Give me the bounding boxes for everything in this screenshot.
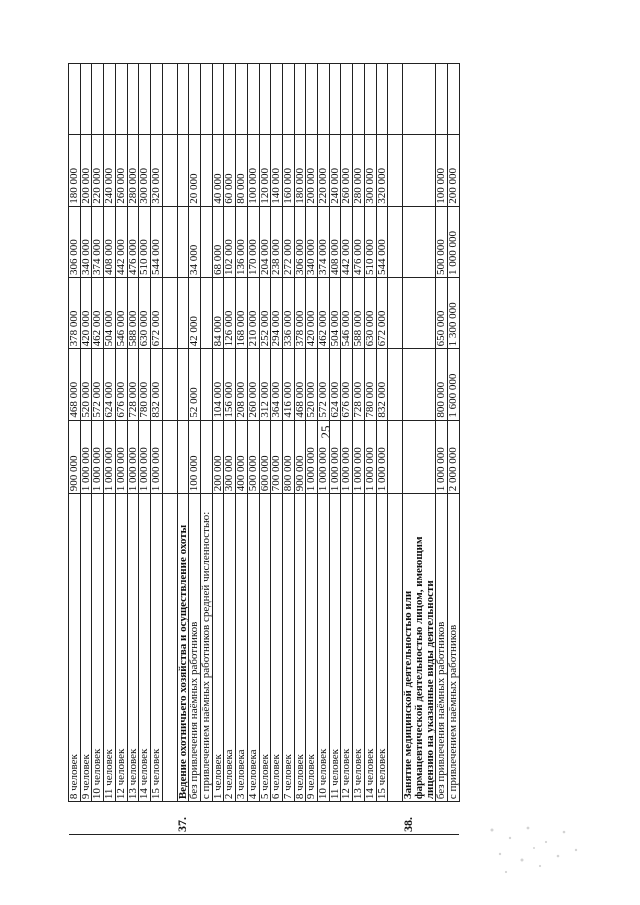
value-cell: 294 000	[271, 278, 283, 349]
tax-rate-table	[68, 63, 460, 835]
empty-cell	[329, 64, 341, 135]
value-cell: 1 000 000	[104, 420, 116, 494]
value-cell: 364 000	[271, 349, 283, 420]
empty-cell	[236, 64, 248, 135]
value-cell: 672 000	[376, 278, 388, 349]
value-cell: 306 000	[69, 206, 81, 277]
value-cell: 168 000	[236, 278, 248, 349]
spacer-row	[162, 64, 177, 835]
row-label: 13 человек	[127, 494, 139, 802]
empty-cell	[388, 206, 403, 277]
value-cell: 306 000	[294, 206, 306, 277]
row-label: 14 человек	[139, 494, 151, 802]
empty-cell	[201, 135, 213, 206]
table-row	[448, 64, 460, 835]
value-cell: 832 000	[150, 349, 162, 420]
empty-cell	[341, 64, 353, 135]
subheader-row	[201, 64, 213, 835]
value-cell: 728 000	[127, 349, 139, 420]
row-label: 2 человека	[224, 494, 236, 802]
value-cell: 832 000	[376, 349, 388, 420]
row-number-cell	[80, 802, 92, 835]
row-label: 11 человек	[104, 494, 116, 802]
value-cell: 52 000	[189, 349, 201, 420]
value-cell: 442 000	[115, 206, 127, 277]
section-37-header	[177, 64, 189, 835]
row-number-cell	[139, 802, 151, 835]
empty-cell	[388, 278, 403, 349]
empty-cell	[92, 64, 104, 135]
table-row	[353, 64, 365, 835]
empty-cell	[403, 278, 436, 349]
row-label: 3 человека	[236, 494, 248, 802]
value-cell: 120 000	[259, 135, 271, 206]
value-cell: 476 000	[127, 206, 139, 277]
value-cell: 260 000	[341, 135, 353, 206]
value-cell: 126 000	[224, 278, 236, 349]
empty-cell	[69, 64, 81, 135]
empty-cell	[224, 64, 236, 135]
empty-cell	[364, 64, 376, 135]
value-cell: 510 000	[364, 206, 376, 277]
table-row	[294, 64, 306, 835]
row-label: 8 человек	[294, 494, 306, 802]
value-cell: 210 000	[247, 278, 259, 349]
value-cell: 200 000	[80, 135, 92, 206]
row-label: без привлечения наёмных работников	[436, 494, 448, 802]
value-cell: 252 000	[259, 278, 271, 349]
value-cell: 800 000	[436, 349, 448, 420]
value-cell: 588 000	[127, 278, 139, 349]
value-cell: 312 000	[259, 349, 271, 420]
value-cell: 676 000	[341, 349, 353, 420]
value-cell: 378 000	[294, 278, 306, 349]
empty-cell	[403, 206, 436, 277]
row-number-cell	[115, 802, 127, 835]
value-cell: 600 000	[259, 420, 271, 494]
table-row	[318, 64, 330, 835]
value-cell: 442 000	[341, 206, 353, 277]
table-row	[282, 64, 294, 835]
empty-cell	[388, 420, 403, 494]
row-number-cell	[364, 802, 376, 835]
empty-cell	[212, 64, 224, 135]
value-cell: 630 000	[139, 278, 151, 349]
value-cell: 476 000	[353, 206, 365, 277]
value-cell: 1 000 000	[306, 420, 318, 494]
value-cell: 504 000	[104, 278, 116, 349]
value-cell: 160 000	[282, 135, 294, 206]
empty-cell	[388, 494, 403, 802]
value-cell: 1 000 000	[353, 420, 365, 494]
value-cell: 104 000	[212, 349, 224, 420]
value-cell: 34 000	[189, 206, 201, 277]
empty-cell	[388, 135, 403, 206]
value-cell: 200 000	[306, 135, 318, 206]
value-cell: 238 000	[271, 206, 283, 277]
empty-cell	[247, 64, 259, 135]
value-cell: 42 000	[189, 278, 201, 349]
row-number-cell	[259, 802, 271, 835]
value-cell: 1 000 000	[127, 420, 139, 494]
value-cell: 624 000	[104, 349, 116, 420]
table-row	[436, 64, 448, 835]
value-cell: 240 000	[104, 135, 116, 206]
value-cell: 1 300 000	[448, 278, 460, 349]
value-cell: 420 000	[80, 278, 92, 349]
row-label: 13 человек	[353, 494, 365, 802]
table-row	[212, 64, 224, 835]
value-cell: 374 000	[318, 206, 330, 277]
row-number-cell	[189, 802, 201, 835]
row-number-cell	[150, 802, 162, 835]
row-number-cell	[294, 802, 306, 835]
empty-cell	[376, 64, 388, 135]
row-label: с привлечением наёмных работников	[448, 494, 460, 802]
value-cell: 520 000	[306, 349, 318, 420]
empty-cell	[162, 420, 177, 494]
table-row	[189, 64, 201, 835]
value-cell: 260 000	[247, 349, 259, 420]
row-label: 4 человека	[247, 494, 259, 802]
section-number: 38.	[403, 802, 436, 835]
empty-cell	[306, 64, 318, 135]
table-row	[341, 64, 353, 835]
row-label: с привлечением наёмных работников средней численностью:	[201, 494, 213, 802]
value-cell: 1 000 000	[329, 420, 341, 494]
value-cell: 504 000	[329, 278, 341, 349]
value-cell: 780 000	[364, 349, 376, 420]
value-cell: 728 000	[353, 349, 365, 420]
table-row	[271, 64, 283, 835]
value-cell: 140 000	[271, 135, 283, 206]
empty-cell	[403, 64, 436, 135]
empty-cell	[162, 349, 177, 420]
row-number-cell	[318, 802, 330, 835]
empty-cell	[162, 278, 177, 349]
empty-cell	[403, 420, 436, 494]
empty-cell	[150, 64, 162, 135]
value-cell: 1 000 000	[318, 420, 330, 494]
value-cell: 84 000	[212, 278, 224, 349]
empty-cell	[201, 64, 213, 135]
value-cell: 780 000	[139, 349, 151, 420]
empty-cell	[177, 64, 189, 135]
row-label: 12 человек	[115, 494, 127, 802]
empty-cell	[403, 349, 436, 420]
value-cell: 544 000	[150, 206, 162, 277]
rotated-page	[68, 63, 550, 835]
empty-cell	[115, 64, 127, 135]
empty-cell	[318, 64, 330, 135]
row-number-cell	[247, 802, 259, 835]
value-cell: 420 000	[306, 278, 318, 349]
table-row	[376, 64, 388, 835]
value-cell: 462 000	[92, 278, 104, 349]
value-cell: 300 000	[139, 135, 151, 206]
value-cell: 378 000	[69, 278, 81, 349]
value-cell: 416 000	[282, 349, 294, 420]
table-row	[127, 64, 139, 835]
value-cell: 200 000	[448, 135, 460, 206]
row-label: 15 человек	[150, 494, 162, 802]
empty-cell	[259, 64, 271, 135]
section-38-header	[403, 64, 436, 835]
row-label: 7 человек	[282, 494, 294, 802]
value-cell: 100 000	[189, 420, 201, 494]
row-number-cell	[201, 802, 213, 835]
value-cell: 900 000	[294, 420, 306, 494]
value-cell: 546 000	[115, 278, 127, 349]
empty-cell	[201, 420, 213, 494]
value-cell: 100 000	[247, 135, 259, 206]
value-cell: 1 000 000	[150, 420, 162, 494]
value-cell: 220 000	[92, 135, 104, 206]
row-label: без привлечения наёмных работников	[189, 494, 201, 802]
value-cell: 240 000	[329, 135, 341, 206]
value-cell: 180 000	[69, 135, 81, 206]
row-number-cell	[271, 802, 283, 835]
empty-cell	[162, 135, 177, 206]
value-cell: 572 000	[318, 349, 330, 420]
empty-cell	[189, 64, 201, 135]
empty-cell	[201, 278, 213, 349]
row-number-cell	[448, 802, 460, 835]
value-cell: 40 000	[212, 135, 224, 206]
row-number-cell	[376, 802, 388, 835]
value-cell: 340 000	[80, 206, 92, 277]
row-label: 11 человек	[329, 494, 341, 802]
empty-cell	[177, 420, 189, 494]
row-label: 10 человек	[318, 494, 330, 802]
table-row	[139, 64, 151, 835]
empty-cell	[201, 349, 213, 420]
row-label: 8 человек	[69, 494, 81, 802]
table-row	[259, 64, 271, 835]
value-cell: 336 000	[282, 278, 294, 349]
row-label: 14 человек	[364, 494, 376, 802]
value-cell: 60 000	[224, 135, 236, 206]
value-cell: 1 000 000	[92, 420, 104, 494]
value-cell: 1 000 000	[376, 420, 388, 494]
row-label: 1 человек	[212, 494, 224, 802]
value-cell: 672 000	[150, 278, 162, 349]
empty-cell	[162, 206, 177, 277]
empty-cell	[177, 135, 189, 206]
row-number-cell	[69, 802, 81, 835]
value-cell: 544 000	[376, 206, 388, 277]
value-cell: 700 000	[271, 420, 283, 494]
row-label: 9 человек	[306, 494, 318, 802]
empty-cell	[403, 135, 436, 206]
value-cell: 300 000	[224, 420, 236, 494]
row-number-cell	[282, 802, 294, 835]
table-row	[104, 64, 116, 835]
value-cell: 2 000 000	[448, 420, 460, 494]
table-row	[150, 64, 162, 835]
value-cell: 204 000	[259, 206, 271, 277]
row-number-cell	[212, 802, 224, 835]
value-cell: 500 000	[247, 420, 259, 494]
value-cell: 400 000	[236, 420, 248, 494]
value-cell: 260 000	[115, 135, 127, 206]
value-cell: 136 000	[236, 206, 248, 277]
value-cell: 900 000	[69, 420, 81, 494]
value-cell: 800 000	[282, 420, 294, 494]
section-title: Занятие медицинской деятельностью или фармацевтической деятельностью лицом, имеющим лицензию на указанные виды деятельности	[403, 494, 436, 802]
empty-cell	[353, 64, 365, 135]
value-cell: 624 000	[329, 349, 341, 420]
section-number: 37.	[177, 802, 189, 835]
value-cell: 588 000	[353, 278, 365, 349]
value-cell: 180 000	[294, 135, 306, 206]
empty-cell	[177, 278, 189, 349]
row-number-cell	[329, 802, 341, 835]
table-row	[329, 64, 341, 835]
table-row	[224, 64, 236, 835]
value-cell: 1 000 000	[115, 420, 127, 494]
table-row	[247, 64, 259, 835]
row-number-cell	[127, 802, 139, 835]
value-cell: 208 000	[236, 349, 248, 420]
page-number: 25	[318, 425, 333, 439]
empty-cell	[201, 206, 213, 277]
empty-cell	[436, 64, 448, 135]
value-cell: 156 000	[224, 349, 236, 420]
value-cell: 1 000 000	[139, 420, 151, 494]
value-cell: 320 000	[150, 135, 162, 206]
value-cell: 462 000	[318, 278, 330, 349]
value-cell: 468 000	[69, 349, 81, 420]
table-row	[92, 64, 104, 835]
table-row	[69, 64, 81, 835]
value-cell: 572 000	[92, 349, 104, 420]
value-cell: 68 000	[212, 206, 224, 277]
value-cell: 1 000 000	[341, 420, 353, 494]
row-number-cell	[353, 802, 365, 835]
table-row	[115, 64, 127, 835]
empty-cell	[177, 206, 189, 277]
empty-cell	[139, 64, 151, 135]
empty-cell	[388, 64, 403, 135]
value-cell: 676 000	[115, 349, 127, 420]
empty-cell	[80, 64, 92, 135]
value-cell: 20 000	[189, 135, 201, 206]
row-number-cell	[104, 802, 116, 835]
value-cell: 300 000	[364, 135, 376, 206]
row-label: 15 человек	[376, 494, 388, 802]
empty-cell	[282, 64, 294, 135]
value-cell: 1 000 000	[448, 206, 460, 277]
empty-cell	[162, 64, 177, 135]
value-cell: 1 000 000	[436, 420, 448, 494]
row-number-cell	[436, 802, 448, 835]
value-cell: 102 000	[224, 206, 236, 277]
value-cell: 200 000	[212, 420, 224, 494]
stamp-mark	[480, 820, 590, 880]
row-number-cell	[306, 802, 318, 835]
section-title: Ведение охотничьего хозяйства и осуществление охоты	[177, 494, 189, 802]
value-cell: 630 000	[364, 278, 376, 349]
value-cell: 1 000 000	[80, 420, 92, 494]
value-cell: 650 000	[436, 278, 448, 349]
row-label: 12 человек	[341, 494, 353, 802]
value-cell: 340 000	[306, 206, 318, 277]
value-cell: 408 000	[104, 206, 116, 277]
value-cell: 1 600 000	[448, 349, 460, 420]
value-cell: 520 000	[80, 349, 92, 420]
row-label: 6 человек	[271, 494, 283, 802]
empty-cell	[127, 64, 139, 135]
value-cell: 272 000	[282, 206, 294, 277]
empty-cell	[177, 349, 189, 420]
table-row	[236, 64, 248, 835]
empty-cell	[294, 64, 306, 135]
value-cell: 374 000	[92, 206, 104, 277]
value-cell: 510 000	[139, 206, 151, 277]
row-number-cell	[341, 802, 353, 835]
table-body	[69, 64, 460, 835]
row-label: 5 человек	[259, 494, 271, 802]
table-row	[364, 64, 376, 835]
value-cell: 280 000	[353, 135, 365, 206]
row-number-cell	[224, 802, 236, 835]
empty-cell	[448, 64, 460, 135]
value-cell: 320 000	[376, 135, 388, 206]
value-cell: 500 000	[436, 206, 448, 277]
row-label: 9 человек	[80, 494, 92, 802]
value-cell: 280 000	[127, 135, 139, 206]
row-number-cell	[92, 802, 104, 835]
value-cell: 468 000	[294, 349, 306, 420]
value-cell: 546 000	[341, 278, 353, 349]
value-cell: 408 000	[329, 206, 341, 277]
value-cell: 80 000	[236, 135, 248, 206]
empty-cell	[388, 349, 403, 420]
row-label: 10 человек	[92, 494, 104, 802]
empty-cell	[271, 64, 283, 135]
value-cell: 100 000	[436, 135, 448, 206]
table-row	[80, 64, 92, 835]
value-cell: 1 000 000	[364, 420, 376, 494]
empty-cell	[104, 64, 116, 135]
table-row	[306, 64, 318, 835]
value-cell: 170 000	[247, 206, 259, 277]
row-number-cell	[236, 802, 248, 835]
spacer-row	[388, 64, 403, 835]
value-cell: 220 000	[318, 135, 330, 206]
empty-cell	[162, 494, 177, 802]
